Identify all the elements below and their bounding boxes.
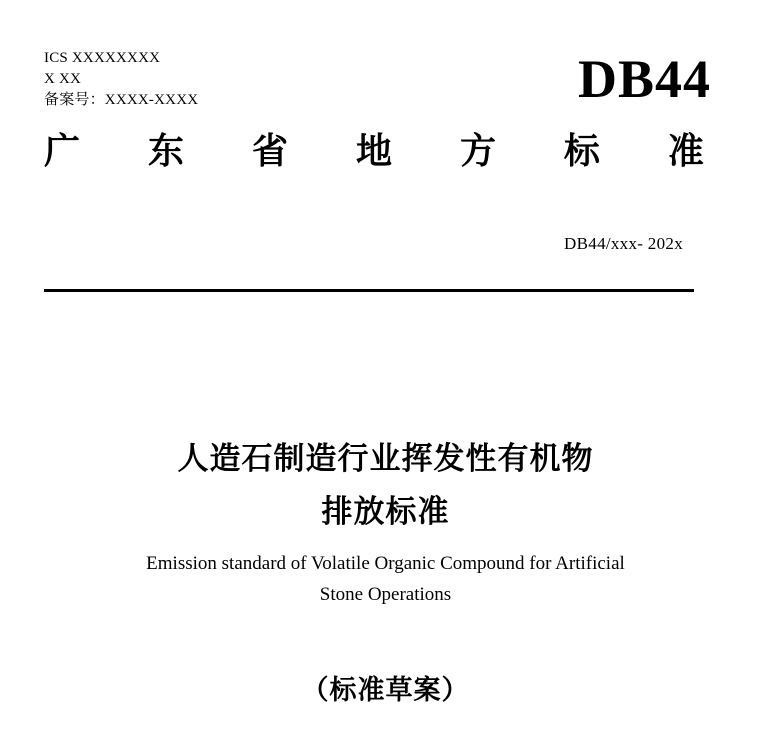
- title-cn-line-1: 人造石制造行业挥发性有机物: [177, 441, 594, 476]
- document-title: [0, 432, 771, 610]
- standard-series-title: [44, 128, 704, 174]
- series-char-7: 准: [667, 130, 704, 171]
- title-en-line-2: Stone Operations: [319, 584, 452, 605]
- series-char-1: 广: [44, 130, 81, 171]
- db44-mark: DB44: [577, 49, 711, 109]
- title-cn-line-2: 排放标准: [321, 494, 450, 529]
- horizontal-divider: [44, 289, 694, 292]
- title-en-line-1: Emission standard of Volatile Organic Compound for Artificial: [146, 553, 625, 574]
- series-char-2: 东: [147, 130, 184, 171]
- classification-code: X XX: [44, 71, 82, 87]
- ics-code: ICS XXXXXXXX: [44, 50, 161, 66]
- series-char-6: 标: [563, 130, 600, 171]
- record-number: 备案号：XXXX-XXXX: [44, 92, 199, 108]
- standard-number: DB44/xxx- 202x: [564, 234, 683, 253]
- series-char-3: 省: [251, 130, 288, 171]
- document-subtitle: （标准草案）: [301, 675, 470, 705]
- series-char-5: 方: [459, 130, 496, 171]
- header-metadata-block: [44, 48, 444, 111]
- series-char-4: 地: [355, 130, 392, 171]
